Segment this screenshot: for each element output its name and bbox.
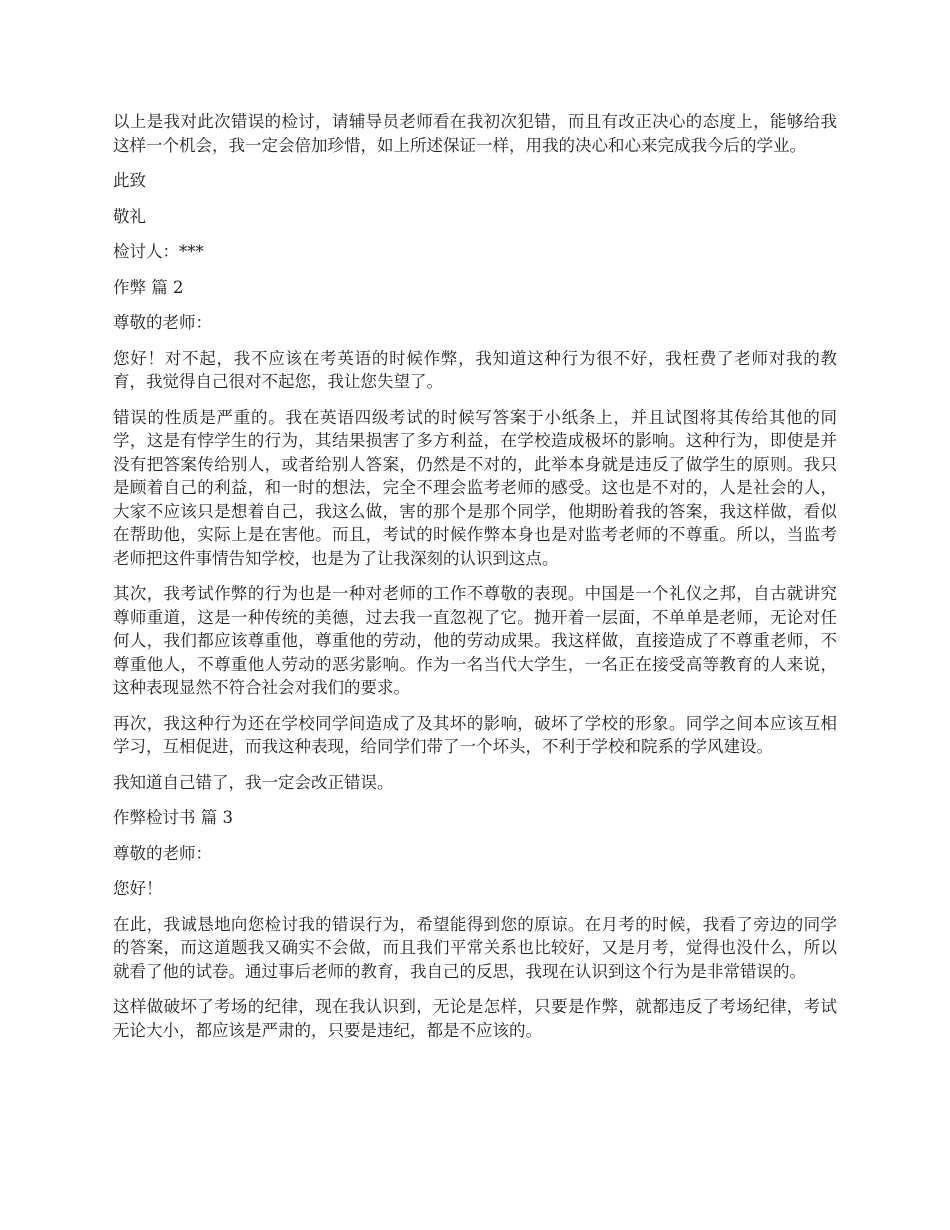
paragraph-salutation-jingli: 敬礼 bbox=[113, 206, 146, 226]
paragraph-signature: 检讨人：*** bbox=[113, 242, 204, 261]
paragraph-apology: 您好！对不起，我不应该在考英语的时候作弊，我知道这种行为很不好，我枉费了老师对我的教育，我觉得自己很对不起您，我让您失望了。 bbox=[113, 348, 837, 391]
paragraph-hello: 您好！ bbox=[113, 879, 163, 898]
paragraph-discipline: 这样做破坏了考场的纪律，现在我认识到，无论是怎样，只要是作弊，就都违反了考场纪律，考试无论大小，都应该是严肃的，只要是违纪，都是不应该的。 bbox=[113, 997, 837, 1040]
paragraph-closing-statement: 以上是我对此次错误的检讨，请辅导员老师看在我初次犯错，而且有改正决心的态度上，能够给我这样一个机会，我一定会倍加珍惜，如上所述保证一样，用我的决心和心来完成我今后的学业。 bbox=[113, 112, 837, 155]
paragraph-influence: 再次，我这种行为还在学校同学间造成了及其坏的影响，破坏了学校的形象。同学之间本应该互相学习，互相促进，而我这种表现，给同学们带了一个坏头，不利于学校和院系的学风建设。 bbox=[113, 713, 837, 756]
paragraph-greeting-2: 尊敬的老师： bbox=[113, 843, 212, 863]
section-heading-2: 作弊 篇 2 bbox=[113, 277, 184, 297]
section-heading-3: 作弊检讨书 篇 3 bbox=[113, 808, 233, 827]
paragraph-salutation-cizhi: 此致 bbox=[113, 171, 146, 190]
paragraph-promise: 我知道自己错了，我一定会改正错误。 bbox=[113, 772, 394, 792]
paragraph-confession: 在此，我诚恳地向您检讨我的错误行为，希望能得到您的原谅。在月考的时候，我看了旁边的同学的答案，而这道题我又确实不会做，而且我们平常关系也比较好，又是月考，觉得也没什么，所以就看了他的试卷。通过事后老师的教育，我自己的反思，我现在认识到这个行为是非常错误的。 bbox=[113, 914, 837, 981]
paragraph-greeting: 尊敬的老师： bbox=[113, 313, 212, 332]
paragraph-error-nature: 错误的性质是严重的。我在英语四级考试的时候写答案于小纸条上，并且试图将其传给其他的同学，这是有悖学生的行为，其结果损害了多方利益，在学校造成极坏的影响。这种行为，即使是并没有把答案传给别人，或者给别人答案，仍然是不对的，此举本身就是违反了做学生的原则。我只是顾着自己的利益，和一时的想法，完全不理会监考老师的感受。这也是不对的，人是社会的人，大家不应该只是想着自己，我这么做，害的那个是那个同学，他期盼着我的答案，我这样做，看似在帮助他，实际上是在害他。而且，考试的时候作弊本身也是对监考老师的不尊重。所以，当监考老师把这件事情告知学校，也是为了让我深刻的认识到这点。 bbox=[113, 407, 837, 568]
paragraph-respect: 其次，我考试作弊的行为也是一种对老师的工作不尊敬的表现。中国是一个礼仪之邦，自古就讲究尊师重道，这是一种传统的美德，过去我一直忽视了它。抛开着一层面，不单单是老师，无论对任何人，我们都应该尊重他，尊重他的劳动，他的劳动成果。我这样做，直接造成了不尊重老师，不尊重他人，不尊重他人劳动的恶劣影响。作为一名当代大学生，一名正在接受高等教育的人来说，这种表现显然不符合社会对我们的要求。 bbox=[113, 584, 837, 697]
